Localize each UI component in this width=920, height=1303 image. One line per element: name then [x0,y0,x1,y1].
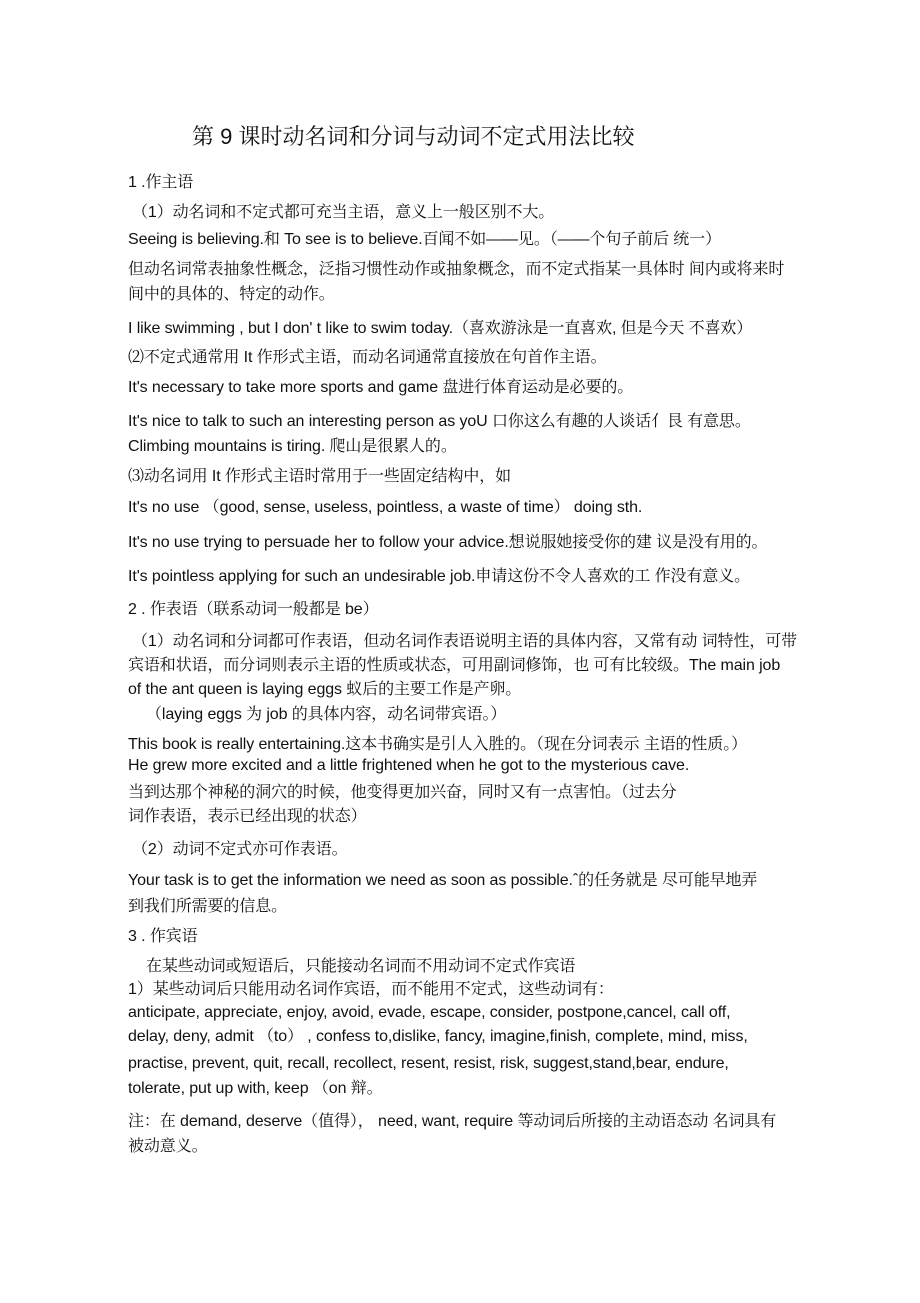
example-line: Seeing is believing.和 To see is to believe.百闻不如——见。（——个句子前后 统一） [128,231,721,248]
example-line: It's pointless applying for such an undesirable job.申请这份不令人喜欢的工 作没有意义。 [128,568,751,585]
example-line: Climbing mountains is tiring. 爬山是很累人的。 [128,438,457,455]
example-line: I like swimming , but I don' t like to swim today.（喜欢游泳是一直喜欢, 但是今天 不喜欢） [128,320,753,337]
paragraph-line: of the ant queen is laying eggs 蚁后的主要工作是产卵。 [128,681,522,698]
paragraph-line: 在某些动词或短语后，只能接动名词而不用动词不定式作宾语 [146,958,576,975]
section-heading: 2 . 作表语（联系动词一般都是 be） [128,601,379,618]
paragraph-line: ⑵不定式通常用 It 作形式主语，而动名词通常直接放在句首作主语。 [128,349,607,366]
example-line: It's no use （good, sense, useless, pointless, a waste of time） doing sth. [128,499,643,516]
example-line: He grew more excited and a little frightened when he got to the mysterious cave. [128,757,690,774]
example-line: This book is really entertaining.这本书确实是引人入胜的。（现在分词表示 主语的性质。） [128,736,748,753]
verb-list-line: delay, deny, admit （to） , confess to,dislike, fancy, imagine,finish, complete, mind, miss, [128,1028,748,1045]
section-heading: 1 .作主语 [128,174,194,191]
paragraph-line: （1）动名词和分词都可作表语，但动名词作表语说明主语的具体内容，又常有动 词特性，可带 [132,633,798,650]
paragraph-line: （laying eggs 为 job 的具体内容，动名词带宾语。） [146,706,507,723]
paragraph-line: （1）动名词和不定式都可充当主语，意义上一般区别不大。 [132,204,555,221]
verb-list-line: practise, prevent, quit, recall, recollect, resent, resist, risk, suggest,stand,bear, endure, [128,1055,729,1072]
verb-list-line: anticipate, appreciate, enjoy, avoid, evade, escape, consider, postpone,cancel, call off, [128,1004,731,1021]
example-line: It's necessary to take more sports and game 盘进行体育运动是必要的。 [128,379,634,396]
verb-list-line: tolerate, put up with, keep （on 辩。 [128,1080,383,1097]
page-title: 第 9 课时动名词和分词与动词不定式用法比较 [192,124,635,149]
example-line: Your task is to get the information we need as soon as possible.ˆ的任务就是 尽可能早地弄 [128,872,758,889]
paragraph-line: 但动名词常表抽象性概念，泛指习惯性动作或抽象概念，而不定式指某一具体时 间内或将来时 [128,261,785,278]
example-line: It's nice to talk to such an interesting person as yoU 口你这么有趣的人谈话亻艮 有意思。 [128,413,751,430]
note-line: 被动意义。 [128,1138,208,1155]
paragraph-line: （2）动词不定式亦可作表语。 [132,841,348,858]
paragraph-line: 1）某些动词后只能用动名词作宾语，而不能用不定式，这些动词有： [128,981,614,998]
section-heading: 3 . 作宾语 [128,928,198,945]
example-line: It's no use trying to persuade her to follow your advice.想说服她接受你的建 议是没有用的。 [128,534,768,551]
paragraph-line: 词作表语，表示已经出现的状态） [128,808,367,825]
note-line: 注：在 demand, deserve（值得）， need, want, require 等动词后所接的主动语态动 名词具有 [128,1113,777,1130]
paragraph-line: 到我们所需要的信息。 [128,898,288,915]
paragraph-line: 宾语和状语，而分词则表示主语的性质或状态，可用副词修饰，也 可有比较级。The main job [128,657,781,674]
paragraph-line: ⑶动名词用 It 作形式主语时常用于一些固定结构中，如 [128,468,512,485]
paragraph-line: 间中的具体的、特定的动作。 [128,286,335,303]
paragraph-line: 当到达那个神秘的洞穴的时候，他变得更加兴奋，同时又有一点害怕。（过去分 [128,784,677,801]
